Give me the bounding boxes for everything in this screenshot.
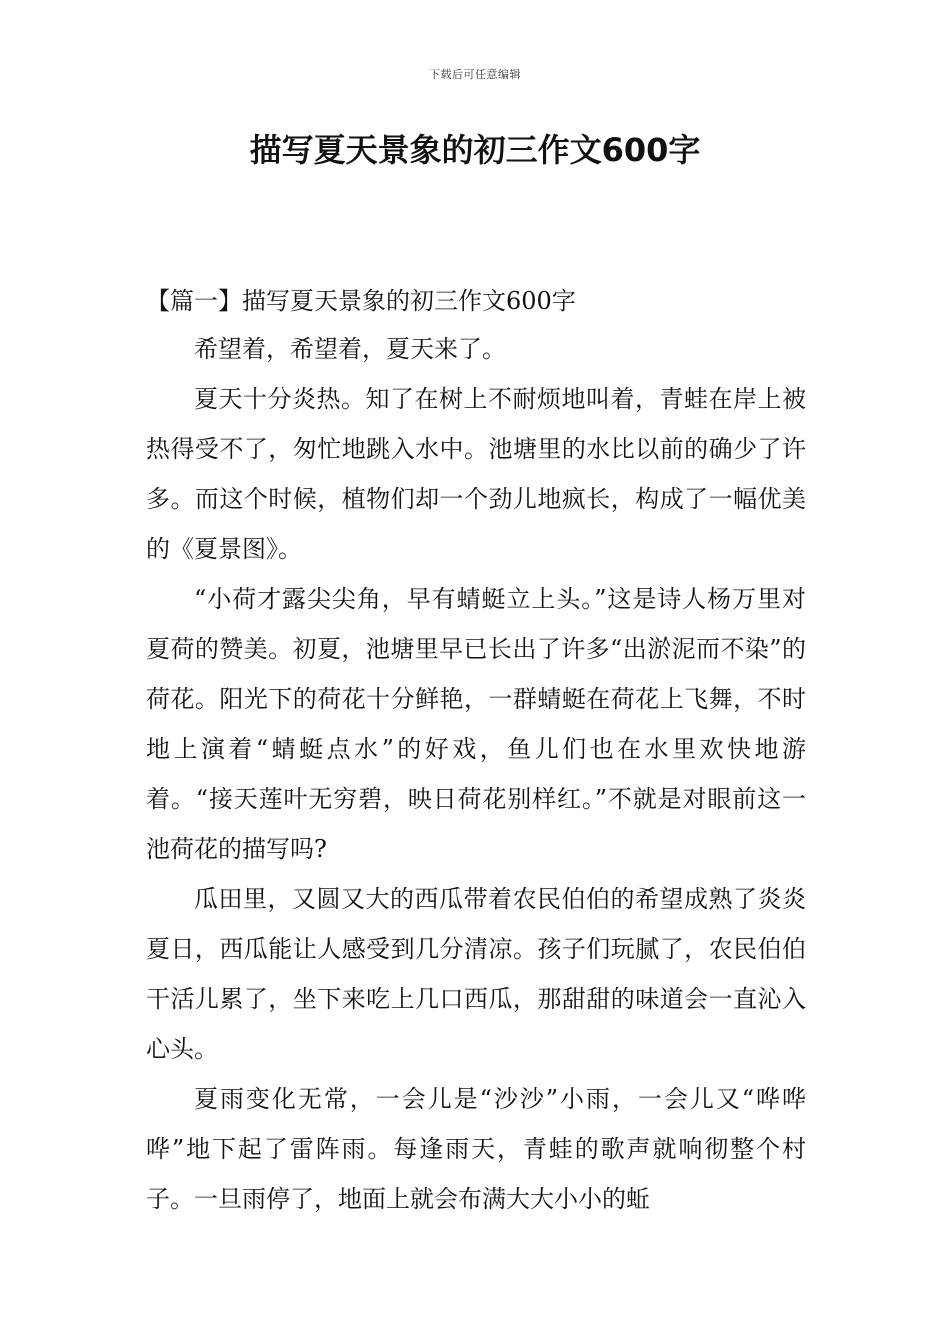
document-body (146, 278, 806, 1224)
paragraph: “小荷才露尖尖角，早有蜻蜓立上头。”这是诗人杨万里对夏荷的赞美。初夏，池塘里早已长出了许多“出淤泥而不染”的荷花。阳光下的荷花十分鲜艳，一群蜻蜓在荷花上飞舞，不时地上演着“蜻蜓点水”的好戏，鱼儿们也在水里欢快地游着。“接天莲叶无穷碧，映日荷花别样红。”不就是对眼前这一池荷花的描写吗? (146, 585, 806, 863)
paragraph: 希望着，希望着，夏天来了。 (194, 335, 506, 363)
document-title: 描写夏天景象的初三作文600字 (249, 131, 701, 169)
paragraph: 夏天十分炎热。知了在树上不耐烦地叫着，青蛙在岸上被热得受不了，匆忙地跳入水中。池塘里的水比以前的确少了许多。而这个时候，植物们却一个劲儿地疯长，构成了一幅优美的《夏景图》。 (146, 385, 806, 563)
section-heading: 【篇一】描写夏天景象的初三作文600字 (146, 287, 576, 315)
paragraph: 夏雨变化无常，一会儿是“沙沙”小雨，一会儿又“哗哗哗”地下起了雷阵雨。每逢雨天，青蛙的歌声就响彻整个村子。一旦雨停了，地面上就会布满大大小小的蚯 (146, 1085, 806, 1213)
header-note: 下载后可任意编辑 (429, 68, 521, 81)
paragraph: 瓜田里，又圆又大的西瓜带着农民伯伯的希望成熟了炎炎夏日，西瓜能让人感受到几分清凉。孩子们玩腻了，农民伯伯干活儿累了，坐下来吃上几口西瓜，那甜甜的味道会一直沁入心头。 (146, 885, 806, 1063)
